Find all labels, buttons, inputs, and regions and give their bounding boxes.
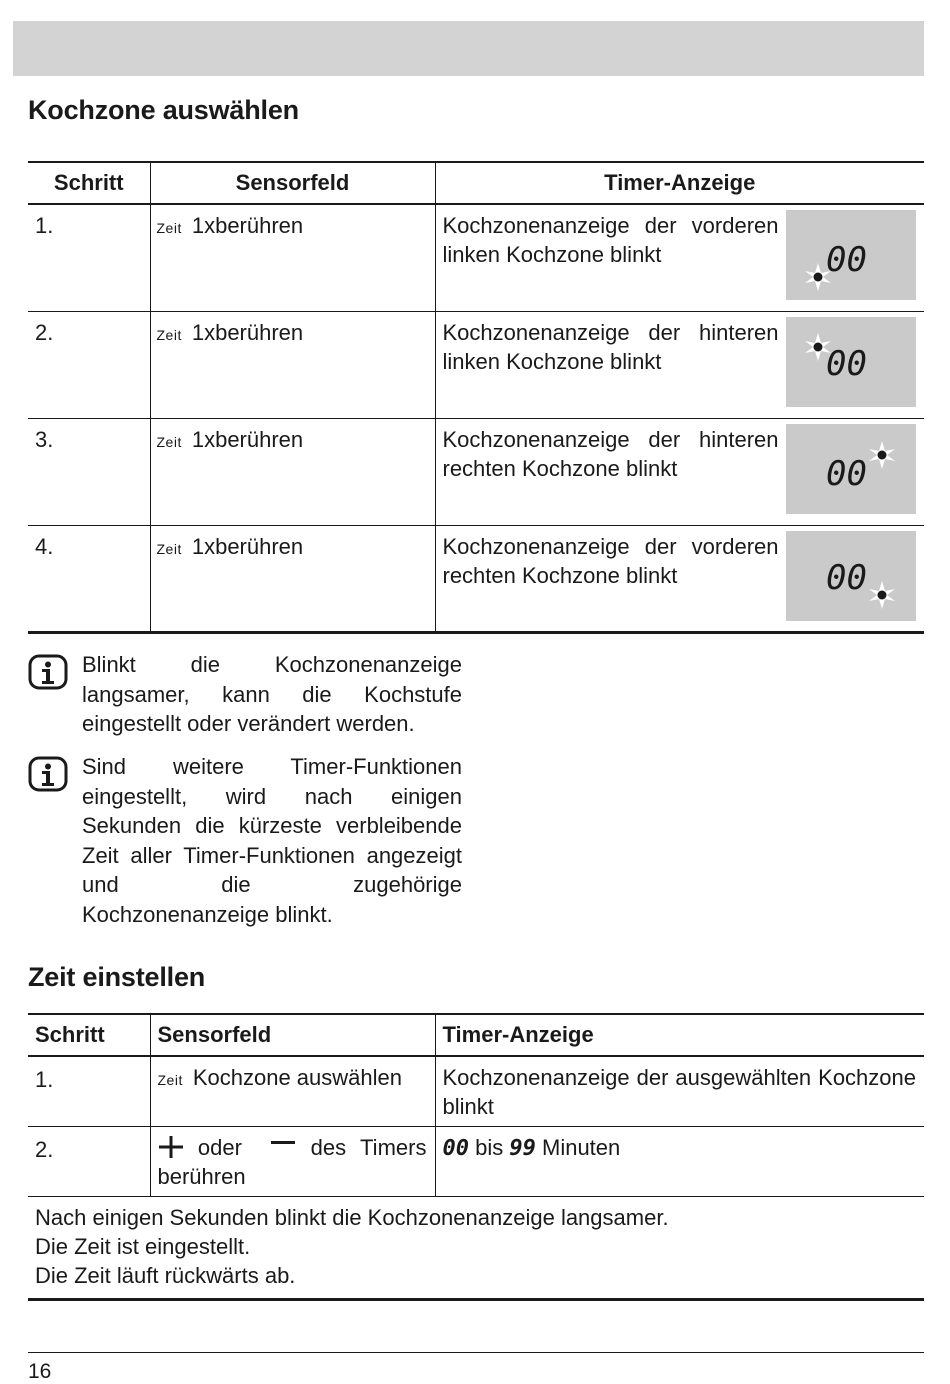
zeit-sensor-label: Zeit [156, 220, 182, 236]
lcd-digits: 00 [826, 453, 867, 494]
sensor-cell [150, 418, 435, 525]
header-schritt: Schritt [28, 162, 150, 204]
info-icon [28, 654, 68, 690]
result-note [28, 1196, 924, 1299]
timer-lcd-rear-right [786, 424, 916, 514]
table-row [28, 1056, 924, 1126]
table-row [28, 1196, 924, 1299]
lcd-digits-min: 00 [442, 1135, 469, 1161]
lcd-digits-max: 99 [509, 1135, 536, 1161]
zeit-sensor-label: Zeit [156, 433, 182, 450]
sensor-instruction: 1xberühren [191, 319, 304, 345]
step-number: 3. [28, 418, 150, 525]
table-row [28, 204, 924, 311]
display-description: Kochzonenanzeige der hinteren linken Kochzone blinkt [442, 319, 779, 374]
lcd-digits: 00 [826, 240, 867, 280]
header-bar [13, 21, 924, 76]
sensor-instruction: 1xberühren [191, 426, 304, 452]
display-description: Kochzonenanzeige der hinteren rechten Kochzone blinkt [442, 426, 779, 481]
display-cell [435, 418, 924, 525]
lcd-digits: 00 [826, 557, 867, 598]
unit-label: Minuten [542, 1134, 621, 1160]
sensor-cell [150, 311, 435, 418]
blink-star-icon [869, 581, 895, 609]
table-row [28, 1126, 924, 1196]
footer-divider [28, 1352, 924, 1353]
step-number: 2. [28, 1126, 150, 1196]
zeit-sensor-label: Zeit [156, 326, 182, 343]
timer-lcd-rear-left [786, 317, 916, 407]
info-icon [28, 756, 68, 792]
timer-lcd-front-left [786, 210, 916, 300]
sensor-instruction: 1xberühren [191, 533, 304, 559]
sensor-cell [150, 525, 435, 632]
table-row [28, 418, 924, 525]
section-title-zeit: Zeit einstellen [28, 962, 206, 992]
info-note-text: Blinkt die Kochzonenanzeige langsamer, kann die Kochstufe eingestellt oder verändert werden. [82, 652, 462, 736]
sensor-cell [150, 204, 435, 311]
kochzone-table [28, 161, 924, 634]
range-word: bis [475, 1134, 504, 1160]
display-cell [435, 525, 924, 632]
page-number: 16 [28, 1360, 52, 1383]
display-description: Kochzonenanzeige der vorderen linken Kochzone blinkt [442, 213, 779, 267]
step-number: 1. [35, 213, 54, 238]
sensor-or: oder [197, 1134, 242, 1160]
zeit-sensor-label: Zeit [156, 540, 182, 557]
plus-icon [158, 1136, 184, 1158]
info-note-text: Sind weitere Timer-Funktionen eingestellt, wird nach einigen Sekunden die kürzeste verbleibende Zeit aller Timer-Funktionen angezeigt und die zugehörige Kochzonenanzeige blinkt. [82, 754, 462, 927]
blink-star-icon [869, 441, 895, 469]
header-sensorfeld: Sensorfeld [150, 162, 435, 204]
display-cell [435, 311, 924, 418]
step-number: 2. [28, 311, 150, 418]
lcd-digits: 00 [826, 343, 867, 384]
minus-icon [270, 1136, 296, 1158]
header-timer-anzeige: Timer-Anzeige [435, 162, 924, 204]
header-sensorfeld: Sensorfeld [150, 1014, 435, 1056]
result-note-line: Die Zeit läuft rückwärts ab. [35, 1262, 296, 1288]
display-description: Kochzonenanzeige der ausgewählten Kochzone blinkt [435, 1056, 924, 1126]
section-title-kochzone: Kochzone auswählen [28, 95, 299, 125]
sensor-instruction: des Timers berühren [157, 1134, 427, 1189]
sensor-instruction: Kochzone auswählen [192, 1065, 402, 1090]
zeit-sensor-label: Zeit [157, 1072, 183, 1088]
sensor-instruction: 1xberühren [191, 213, 304, 238]
timer-lcd-front-right [786, 531, 916, 621]
display-cell [435, 204, 924, 311]
step-number: 4. [28, 525, 150, 632]
result-note-line: Die Zeit ist eingestellt. [35, 1233, 251, 1259]
display-cell [435, 1126, 924, 1196]
header-schritt: Schritt [28, 1014, 150, 1056]
sensor-cell [150, 1126, 435, 1196]
sensor-cell [150, 1056, 435, 1126]
step-number: 1. [35, 1067, 54, 1092]
display-description: Kochzonenanzeige der vorderen rechten Kochzone blinkt [442, 533, 779, 588]
table-row [28, 311, 924, 418]
table-header-row [28, 162, 924, 204]
header-timer-anzeige: Timer-Anzeige [435, 1014, 924, 1056]
table-header-row [28, 1014, 924, 1056]
zeit-table [28, 1013, 924, 1301]
result-note-line: Nach einigen Sekunden blinkt die Kochzonenanzeige langsamer. [35, 1204, 669, 1230]
table-row [28, 525, 924, 632]
